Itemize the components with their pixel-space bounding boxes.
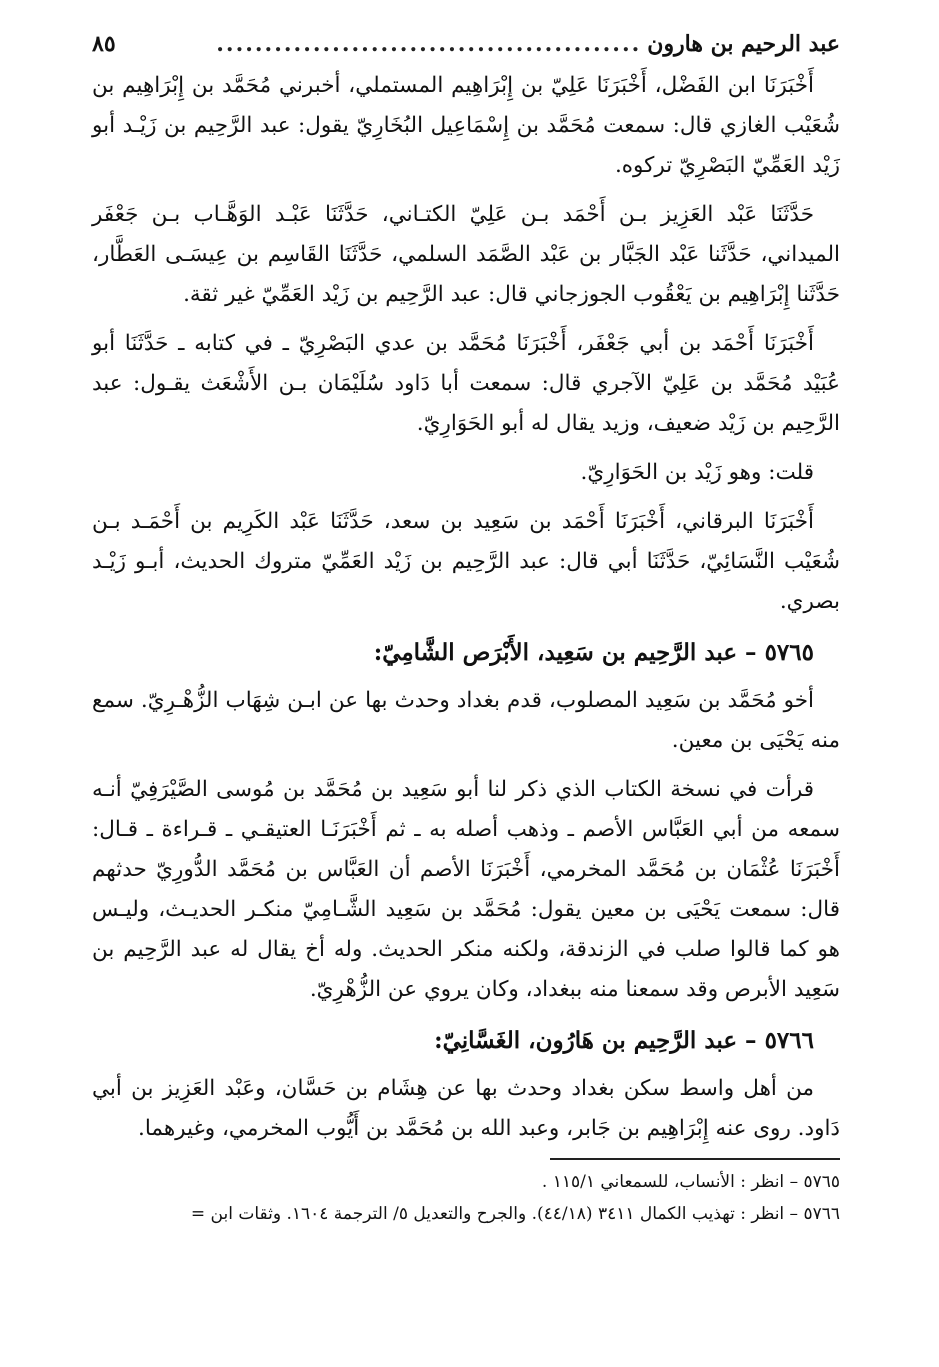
entry-heading-5766: ٥٧٦٦ – عبد الرَّحِيم بن هَارُون، الغَسَّانِيّ: <box>434 1027 814 1054</box>
paragraph: أَخْبَرَنَا أَحْمَد بن أبي جَعْفَر، أَخْبَرَنَا مُحَمَّد بن عدي البَصْرِيّ ـ في كتابه ـ حَدَّثَنَا أبو عُبَيْد مُحَمَّد بن عَلِيّ الآجري قال: سمعت أبا دَاود سُلَيْمَان بـن الأَشْعَث يقـول: عبد الرَّحِيم بن زَيْد ضعيف، وزيد يقال له أبو الحَوَارِيّ. <box>92 331 840 436</box>
running-header <box>92 24 840 66</box>
footnote-divider <box>550 1158 840 1160</box>
paragraph: حَدَّثَنَا عَبْد العَزِيز بـن أَحْمَد بـن عَلِيّ الكتـاني، حَدَّثَنَا عَبْـد الوَهَّـاب بـن جَعْفَر الميداني، حَدَّثَنا عَبْد الجَبَّار بن عَبْد الصَّمَد السلمي، حَدَّثَنَا القَاسِم بن عِيسَـى العَطَّار، حَدَّثَنا إِبْرَاهِيم بن يَعْقُوب الجوزجاني قال: عبد الرَّحِيم بن زَيْد العَمِّيّ غير ثقة. <box>92 202 840 307</box>
running-title: عبد الرحيم بن هارون <box>647 31 840 57</box>
paragraph: قلت: وهو زَيْد بن الحَوَارِيّ. <box>580 460 814 485</box>
paragraph: من أهل واسط سكن بغداد وحدث بها عن هِشَام بن حَسَّان، وعَبْد العَزِيز بن أبي دَاود. روى عنه إِبْرَاهِيم بن جَابر، وعبد الله بن مُحَمَّد بن أَيُّوب المخرمي، وغيرهما. <box>92 1076 840 1141</box>
paragraph: قرأت في نسخة الكتاب الذي ذكر لنا أبو سَعِيد بن مُحَمَّد بن مُوسى الصَّيْرَفِيّ أنـه سمعه من أبي العَبَّاس الأصم ـ وذهب أصله به ـ ثم أَخْبَرَنَـا العتيقـي ـ قـراءة ـ قـال: أَخْبَرَنَا عُثْمَان بن مُحَمَّد المخرمي، أَخْبَرَنَا الأصم أن العَبَّاس بن مُحَمَّد الدُّورِيّ حدثهم قال: سمعت يَحْيَى بن معين يقول: مُحَمَّد بن سَعِيد الشَّـامِيّ منكـر الحديـث، وليـس هو كما قالوا صلب في الزندقة، ولكنه منكر الحديث. وله أخ يقال له عبد الرَّحِيم بن سَعِيد الأبرص وقد سمعنا منه ببغداد، وكان يروي عن الزُّهْرِيّ. <box>92 777 840 1002</box>
paragraph: أَخْبَرَنَا ابن الفَضْل، أَخْبَرَنَا عَلِيّ بن إِبْرَاهِيم المستملي، أخبرني مُحَمَّد بن إِبْرَاهِيم بن شُعَيْب الغازي قال: سمعت مُحَمَّد بن إِسْمَاعِيل البُخَارِيّ يقول: عبد الرَّحِيم بن زَيْـد أبو زَيْد العَمِّيّ البَصْرِيّ تركوه. <box>92 73 840 178</box>
leader-dots: ............................................ <box>216 31 642 57</box>
book-page <box>92 24 840 1230</box>
page-number: ٨٥ <box>92 31 116 57</box>
paragraph: أَخْبَرَنَا البرقاني، أَخْبَرَنَا أَحْمَد بن سَعِيد بن سعد، حَدَّثَنَا عَبْد الكَرِيم بن أَحْمَـد بـن شُعَيْب النَّسَائِيّ، حَدَّثَنَا أبي قال: عبد الرَّحِيم بن زَيْد العَمِّيّ متروك الحديث، أبـو زَيْـد بصري. <box>92 509 840 614</box>
paragraph: أخو مُحَمَّد بن سَعِيد المصلوب، قدم بغداد وحدث بها عن ابـن شِهَاب الزُّهْـرِيّ. سمع منه يَحْيَى بن معين. <box>92 688 840 753</box>
footnote: ٥٧٦٦ – انظر : تهذيب الكمال ٣٤١١ (٤٤/١٨). والجرح والتعديل ٥/ الترجمة ١٦٠٤. وثقات ابن = <box>190 1204 840 1224</box>
footnote: ٥٧٦٥ – انظر : الأنساب، للسمعاني ١١٥/١ . <box>541 1172 840 1192</box>
entry-heading-5765: ٥٧٦٥ – عبد الرَّحِيم بن سَعِيد، الأَبْرَص الشَّامِيّ: <box>373 639 814 666</box>
